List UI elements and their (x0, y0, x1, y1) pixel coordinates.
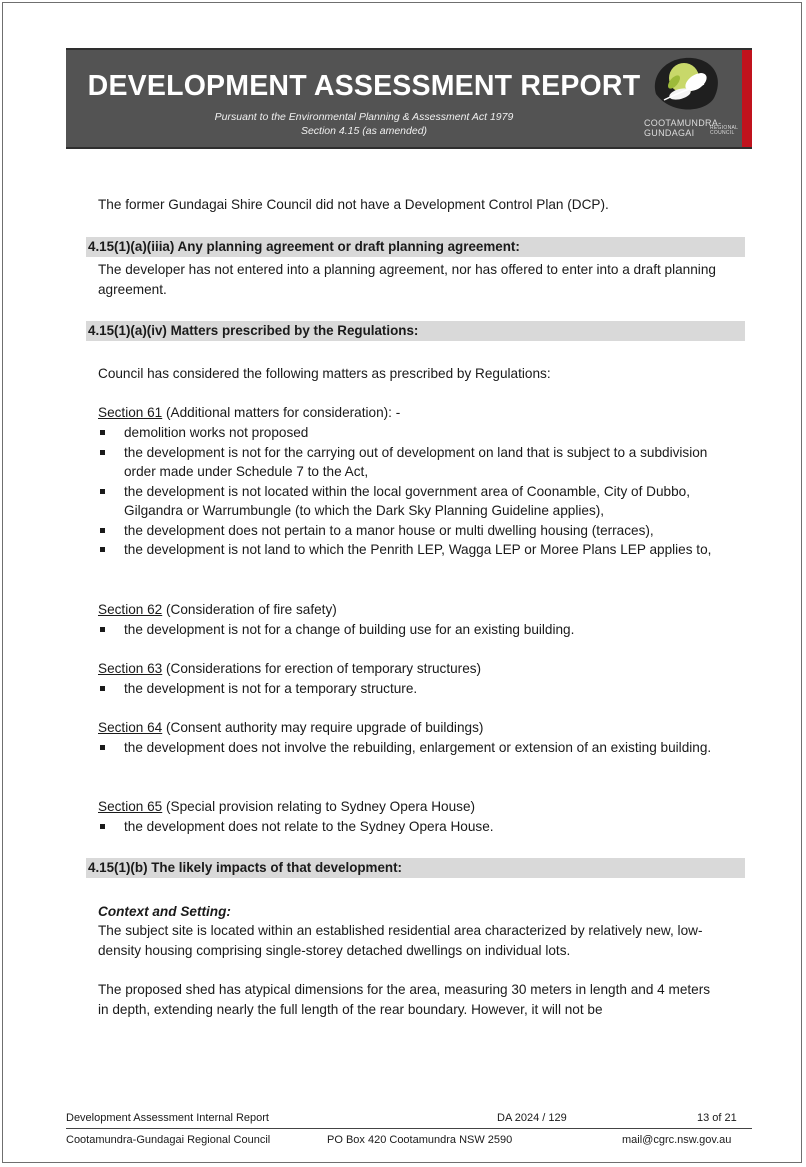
section-64-desc: (Consent authority may require upgrade of buildings) (162, 720, 484, 735)
section-64-list (98, 738, 718, 758)
logo-line-2: GUNDAGAI (644, 128, 695, 138)
planning-agreement-text: The developer has not entered into a planning agreement, nor has offered to enter into a draft planning agreement. (98, 262, 716, 297)
section-65-link: Section 65 (98, 799, 163, 814)
council-logo-emblem-icon (644, 54, 734, 118)
logo-line-1: COOTAMUNDRA- (644, 118, 722, 128)
report-subtitle-section: Section 4.15 (as amended) (300, 125, 428, 137)
footer-da-number: DA 2024 / 129 (497, 1112, 567, 1124)
logo-small-text: REGIONAL COUNCIL (710, 125, 739, 136)
section-61-list (98, 423, 718, 560)
list-item: the development is not for the carrying out of development on land that is subject to a subdivision order made under Schedule 7 to the Act, (98, 443, 718, 482)
section-62-list (98, 620, 718, 640)
footer-email[interactable]: mail@cgrc.nsw.gov.au (622, 1134, 732, 1146)
section-61-title (98, 403, 718, 423)
section-65-title (98, 797, 718, 817)
heading-likely-impacts: 4.15(1)(b) The likely impacts of that development: (86, 858, 745, 878)
list-item: the development does not involve the rebuilding, enlargement or extension of an existing building. (98, 738, 718, 758)
context-setting-heading: Context and Setting: (98, 904, 231, 919)
footer-report-name: Development Assessment Internal Report (66, 1112, 269, 1124)
context-para-1: The subject site is located within an established residential area characterized by relatively new, low-density housing comprising single-storey detached dwellings on individual lots. (98, 923, 703, 958)
footer-page-number: 13 of 21 (697, 1112, 737, 1124)
list-item: the development is not for a change of building use for an existing building. (98, 620, 718, 640)
list-item: the development does not relate to the Sydney Opera House. (98, 817, 718, 837)
section-62-title (98, 600, 718, 620)
footer-divider (66, 1128, 752, 1129)
section-64-link: Section 64 (98, 720, 163, 735)
context-para-2: The proposed shed has atypical dimensions for the area, measuring 30 meters in length and 4 meters in depth, extending nearly the full length of the rear boundary. However, it will not be (98, 982, 711, 1017)
section-62-desc: (Consideration of fire safety) (162, 602, 337, 617)
section-62-link: Section 62 (98, 602, 163, 617)
section-65-desc: (Special provision relating to Sydney Opera House) (162, 799, 476, 814)
heading-planning-agreement: 4.15(1)(a)(iiia) Any planning agreement or draft planning agreement: (86, 237, 745, 257)
section-63-link: Section 63 (98, 661, 163, 676)
council-logo (644, 54, 739, 146)
list-item: demolition works not proposed (98, 423, 718, 443)
section-63-list (98, 679, 718, 699)
section-64-title (98, 718, 718, 738)
list-item: the development is not land to which the Penrith LEP, Wagga LEP or Moree Plans LEP applies to, (98, 540, 718, 560)
list-item: the development is not for a temporary structure. (98, 679, 718, 699)
section-61-link: Section 61 (98, 405, 163, 420)
council-logo-text (644, 118, 739, 138)
heading-regulations: 4.15(1)(a)(iv) Matters prescribed by the Regulations: (86, 321, 745, 341)
section-63-desc: (Considerations for erection of temporary structures) (162, 661, 482, 676)
section-61-desc: (Additional matters for consideration): - (162, 405, 401, 420)
dcp-note: The former Gundagai Shire Council did not have a Development Control Plan (DCP). (98, 197, 609, 212)
report-subtitle-act: Pursuant to the Environmental Planning & Assessment Act 1979 (214, 111, 514, 123)
section-65-list (98, 817, 718, 837)
footer-council-name: Cootamundra-Gundagai Regional Council (66, 1134, 271, 1146)
list-item: the development is not located within the local government area of Coonamble, City of Dubbo, Gilgandra or Warrumbungle (to which the Dark Sky Planning Guideline applies), (98, 482, 718, 521)
list-item: the development does not pertain to a manor house or multi dwelling housing (terraces), (98, 521, 718, 541)
footer-address: PO Box 420 Cootamundra NSW 2590 (327, 1134, 513, 1146)
report-title: DEVELOPMENT ASSESSMENT REPORT (87, 70, 641, 102)
report-banner (66, 48, 752, 149)
section-63-title (98, 659, 718, 679)
banner-red-accent (742, 50, 752, 147)
regulations-intro: Council has considered the following matters as prescribed by Regulations: (98, 366, 551, 381)
